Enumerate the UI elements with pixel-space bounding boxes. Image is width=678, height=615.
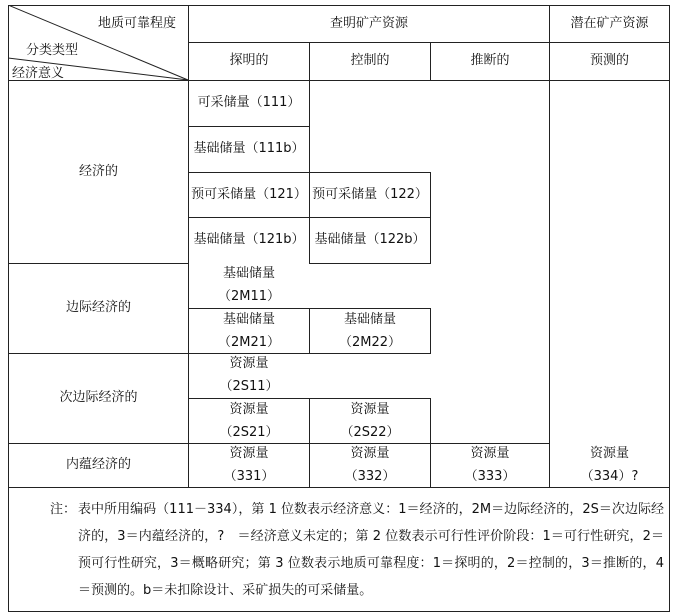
header-predicted: 预测的	[589, 53, 629, 69]
cell-2m22-label: 基础储量	[343, 311, 396, 327]
sub-col3-line	[430, 398, 431, 444]
diag-label-reliability: 地质可靠程度	[98, 16, 177, 31]
cell-121: 预可采储量（121）	[191, 186, 307, 202]
cell-122b: 基础储量（122b）	[314, 232, 426, 248]
cell-111: 可采储量（111）	[197, 95, 301, 111]
cell-2s21-code: （2S21）	[219, 424, 279, 440]
cell-2m21	[189, 308, 309, 354]
note-text: 表中所用编码（111－334），第 1 位数表示经济意义：1＝经济的，2M＝边际经济的，2S＝次边际经济的，3＝内蕴经济的，? ＝经济意义未定的；第 2 位数表示可行性评价阶段：1＝可行性研究，2＝预可行性研究，3＝概略研究；第 3 位数表示地质可靠程度：1＝探明的，2＝控制的，3＝推断的，4＝预测的。b＝未扣除设计、采矿损失的可采储量。	[78, 502, 664, 598]
cell-332-code: （332）	[344, 468, 396, 484]
border-bottom	[8, 611, 670, 612]
marg-col3-line	[430, 308, 431, 354]
header-explored: 探明的	[229, 53, 269, 69]
cell-2m21-code: （2M21）	[217, 334, 281, 350]
diag-label-category: 分类类型	[26, 43, 79, 58]
cell-2m21-label: 基础储量	[222, 311, 275, 327]
cell-331-label: 资源量	[229, 446, 269, 462]
cell-2s21-label: 资源量	[229, 401, 269, 417]
cell-2s11-label: 资源量	[229, 355, 269, 371]
cell-334-label: 资源量	[589, 446, 629, 462]
cell-2s11	[189, 352, 309, 398]
header-controlled: 控制的	[350, 53, 390, 69]
row-label-submarginal: 次边际经济的	[59, 390, 138, 406]
cell-2s11-code: （2S11）	[219, 378, 279, 394]
cell-331	[189, 443, 309, 488]
diag-label-economic: 经济意义	[12, 66, 65, 81]
row-label-intrinsic: 内蕴经济的	[65, 457, 131, 473]
cell-333	[431, 443, 549, 488]
header-identified-resources: 查明矿产资源	[329, 15, 408, 31]
row-label-marginal: 边际经济的	[65, 300, 131, 316]
cell-331-code: （331）	[223, 468, 275, 484]
cell-2m22	[310, 308, 430, 354]
cell-2s22	[310, 398, 430, 444]
cell-122: 预可采储量（122）	[312, 186, 428, 202]
econ-col3-line	[430, 172, 431, 264]
cell-332-label: 资源量	[350, 446, 390, 462]
cell-2m11	[189, 262, 309, 308]
row-label-economic: 经济的	[78, 163, 118, 179]
border-right	[669, 5, 670, 612]
cell-333-label: 资源量	[470, 446, 510, 462]
cell-2s22-label: 资源量	[350, 401, 390, 417]
cell-332	[310, 443, 430, 488]
cell-2s22-code: （2S22）	[340, 424, 400, 440]
note-title: 注：	[50, 502, 77, 517]
cell-2m11-label: 基础储量	[222, 265, 275, 281]
cell-2m22-code: （2M22）	[338, 334, 402, 350]
cell-334	[550, 443, 669, 488]
cell-2s21	[189, 398, 309, 444]
cell-121b: 基础储量（121b）	[193, 232, 305, 248]
cell-2m11-code: （2M11）	[217, 288, 281, 304]
cell-333-code: （333）	[464, 468, 516, 484]
cell-334-code: （334）?	[580, 468, 639, 484]
econ-line-4	[309, 263, 431, 264]
header-inferred: 推断的	[470, 53, 510, 69]
header-potential-resources: 潜在矿产资源	[570, 15, 649, 31]
cell-111b: 基础储量（111b）	[193, 141, 305, 157]
